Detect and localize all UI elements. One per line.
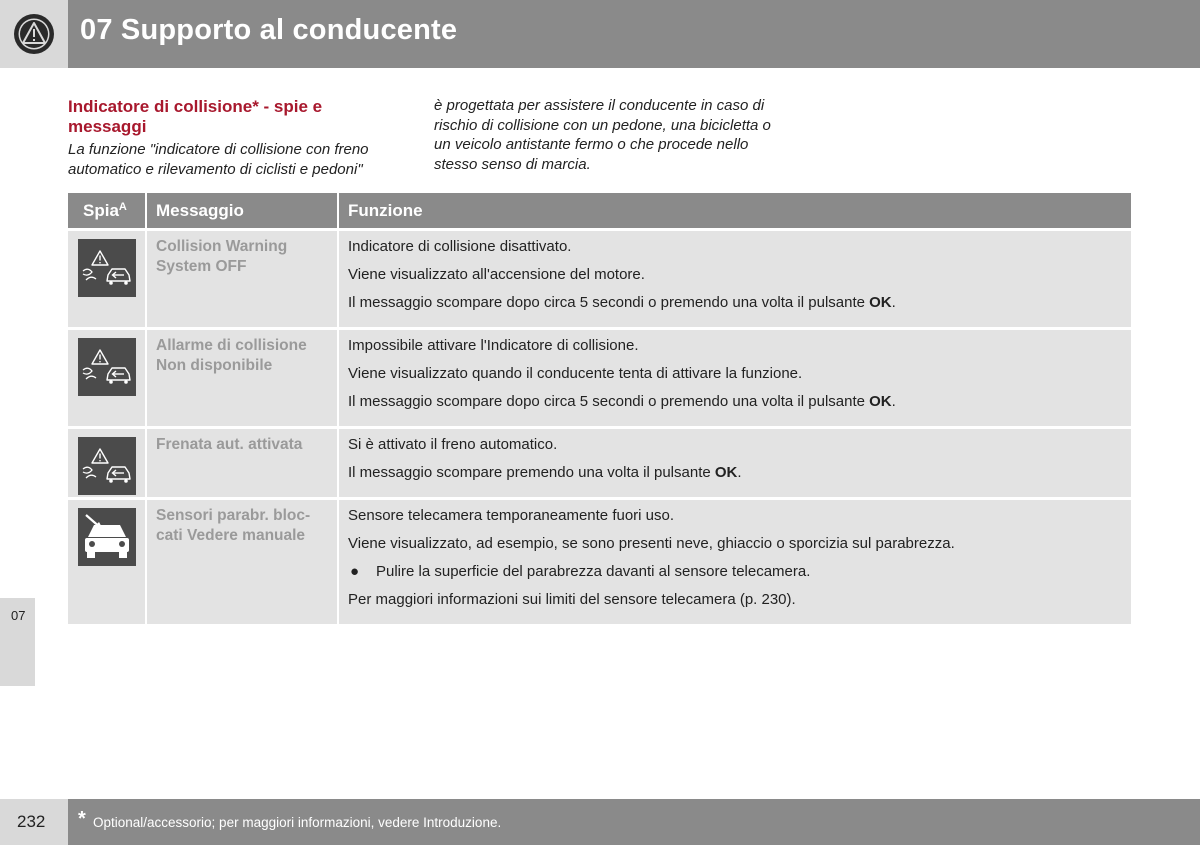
table-row bbox=[68, 228, 1131, 327]
table-body bbox=[68, 228, 1131, 624]
table-row bbox=[68, 426, 1131, 497]
header-spia-label: Spia bbox=[83, 200, 119, 220]
function-line bbox=[348, 235, 1123, 263]
intro-text-left: La funzione "indicatore di collisione con freno automatico e rilevamento di ciclisti e pedoni" bbox=[68, 141, 369, 178]
chapter-title: 07 Supporto al conducente bbox=[80, 14, 458, 46]
function-line bbox=[348, 532, 1123, 560]
function-text: Il messaggio scompare dopo circa 5 secondi o premendo una volta il pulsante bbox=[348, 393, 870, 410]
windscreen-sensor-icon bbox=[78, 508, 136, 566]
intro-text-right: è progettata per assistere il conducente in caso di rischio di collisione con un pedone, una bicicletta o un veicolo antistante fermo o che procede nello stesso senso di marcia. bbox=[434, 97, 771, 173]
function-text-end: . bbox=[737, 464, 742, 481]
function-line bbox=[348, 588, 1123, 616]
header-spia-footnote: A bbox=[118, 200, 127, 213]
function-cell bbox=[339, 500, 1131, 624]
function-text: Viene visualizzato all'accensione del motore. bbox=[348, 266, 645, 283]
function-line bbox=[348, 362, 1123, 390]
warning-triangle-icon bbox=[14, 14, 54, 54]
spia-cell bbox=[68, 429, 147, 497]
message-cell bbox=[147, 231, 339, 327]
function-line bbox=[348, 504, 1123, 532]
function-line bbox=[348, 390, 1123, 418]
header-funzione: Funzione bbox=[348, 200, 423, 220]
footnote-star: * bbox=[78, 808, 86, 830]
bullet-icon: ● bbox=[350, 563, 360, 580]
chapter-side-number: 07 bbox=[11, 608, 26, 623]
function-line bbox=[348, 433, 1123, 461]
function-text: Per maggiori informazioni sui limiti del sensore telecamera (p. 230). bbox=[348, 591, 796, 608]
function-text: Impossibile attivare l'Indicatore di collisione. bbox=[348, 337, 639, 354]
ok-button-label: OK bbox=[869, 294, 892, 311]
spia-cell bbox=[68, 330, 147, 426]
message-text: Allarme di collisione Non disponibile bbox=[156, 337, 307, 374]
header-icon-area bbox=[0, 0, 68, 68]
ok-button-label: OK bbox=[869, 393, 892, 410]
ok-button-label: OK bbox=[714, 464, 738, 481]
function-text: Il messaggio scompare premendo una volta il pulsante bbox=[348, 464, 715, 481]
table-header bbox=[68, 193, 1131, 228]
function-text: Viene visualizzato quando il conducente tenta di attivare la funzione. bbox=[348, 365, 803, 382]
function-line bbox=[348, 334, 1123, 362]
function-text: Indicatore di collisione disattivato. bbox=[348, 238, 572, 255]
function-bullet bbox=[348, 560, 1123, 588]
function-line bbox=[348, 461, 1123, 489]
function-text: Sensore telecamera temporaneamente fuori uso. bbox=[348, 507, 675, 524]
section-heading: Indicatore di collisione* - spie e messaggi bbox=[68, 97, 323, 136]
function-text-end: . bbox=[891, 393, 896, 410]
message-cell bbox=[147, 500, 339, 624]
function-line bbox=[348, 263, 1123, 291]
message-text: Collision Warning System OFF bbox=[156, 238, 288, 275]
messages-table bbox=[68, 193, 1131, 624]
message-cell bbox=[147, 330, 339, 426]
header-messaggio: Messaggio bbox=[147, 193, 339, 228]
function-cell bbox=[339, 231, 1131, 327]
message-text: Frenata aut. attivata bbox=[156, 436, 303, 453]
footer-note: Optional/accessorio; per maggiori informazioni, vedere Introduzione. bbox=[93, 815, 502, 830]
function-cell bbox=[339, 330, 1131, 426]
page-number: 232 bbox=[17, 812, 46, 831]
message-cell bbox=[147, 429, 339, 497]
message-text: Sensori parabr. bloc-cati Vedere manuale bbox=[156, 507, 311, 544]
spia-cell bbox=[68, 500, 147, 624]
function-text: Viene visualizzato, ad esempio, se sono presenti neve, ghiaccio o sporcizia sul parabrezza. bbox=[348, 535, 955, 552]
function-cell bbox=[339, 429, 1131, 497]
collision-warning-icon bbox=[78, 239, 136, 297]
collision-warning-icon bbox=[78, 338, 136, 396]
spia-cell bbox=[68, 231, 147, 327]
table-row bbox=[68, 497, 1131, 624]
collision-warning-icon bbox=[78, 437, 136, 495]
function-text: Pulire la superficie del parabrezza davanti al sensore telecamera. bbox=[376, 563, 811, 580]
function-text: Si è attivato il freno automatico. bbox=[348, 436, 558, 453]
function-text-end: . bbox=[891, 294, 896, 311]
function-text: Il messaggio scompare dopo circa 5 secondi o premendo una volta il pulsante bbox=[348, 294, 870, 311]
header-spia bbox=[68, 193, 147, 228]
function-line bbox=[348, 291, 1123, 319]
table-row bbox=[68, 327, 1131, 426]
